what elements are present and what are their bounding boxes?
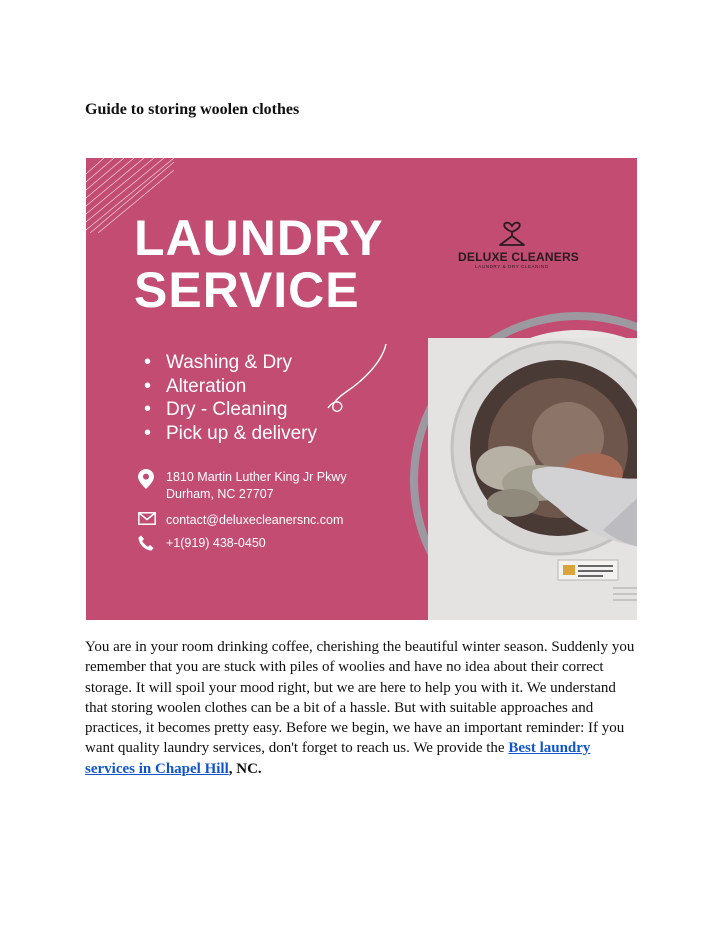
phone-icon [138,535,154,551]
laundry-service-banner [86,158,637,620]
email-address: contact@deluxecleanersnc.com [166,513,344,527]
hanger-heart-logo-icon [495,216,529,250]
phone-contact [138,535,266,552]
chapel-hill-laundry-link[interactable]: Best laundry services in Chapel Hill [85,740,591,777]
paragraph-trailing-text: , NC. [228,760,262,777]
address [138,469,347,503]
service-item: • Pick up & delivery [144,422,317,446]
service-item: • Washing & Dry [144,351,317,375]
logo-tagline: LAUNDRY & DRY CLEANING [475,264,549,269]
headline-line-2: SERVICE [134,262,360,318]
banner-headline [134,212,384,316]
logo-name: DELUXE CLEANERS [458,250,580,264]
headline-line-1: LAUNDRY [134,210,384,266]
services-list [144,351,317,445]
decorative-squiggle [324,342,394,417]
email-contact [138,512,343,529]
service-item: • Dry - Cleaning [144,398,317,422]
washing-machine-photo [408,298,637,620]
intro-paragraph [85,637,635,779]
deluxe-cleaners-logo [458,216,580,269]
address-line-1: 1810 Martin Luther King Jr Pkwy [166,470,347,484]
paragraph-text: You are in your room drinking coffee, cherishing the beautiful winter season. Suddenly you remember that you are stuck with piles of woolies and have no idea about their correct storage. It will spoil your mood right, but we are here to help you with it. We understand that storing woolen clothes can be a bit of a hassle. But with suitable approaches and practices, it becomes pretty easy. Before we begin, we have an important reminder: If you want quality laundry services, don't forget to reach us. We provide the [85,639,635,757]
mail-icon [138,512,156,525]
service-item: • Alteration [144,375,317,399]
phone-number: +1(919) 438-0450 [166,536,266,550]
address-line-2: Durham, NC 27707 [166,487,274,501]
document-title: Guide to storing woolen clothes [85,101,300,118]
location-pin-icon [138,469,154,489]
